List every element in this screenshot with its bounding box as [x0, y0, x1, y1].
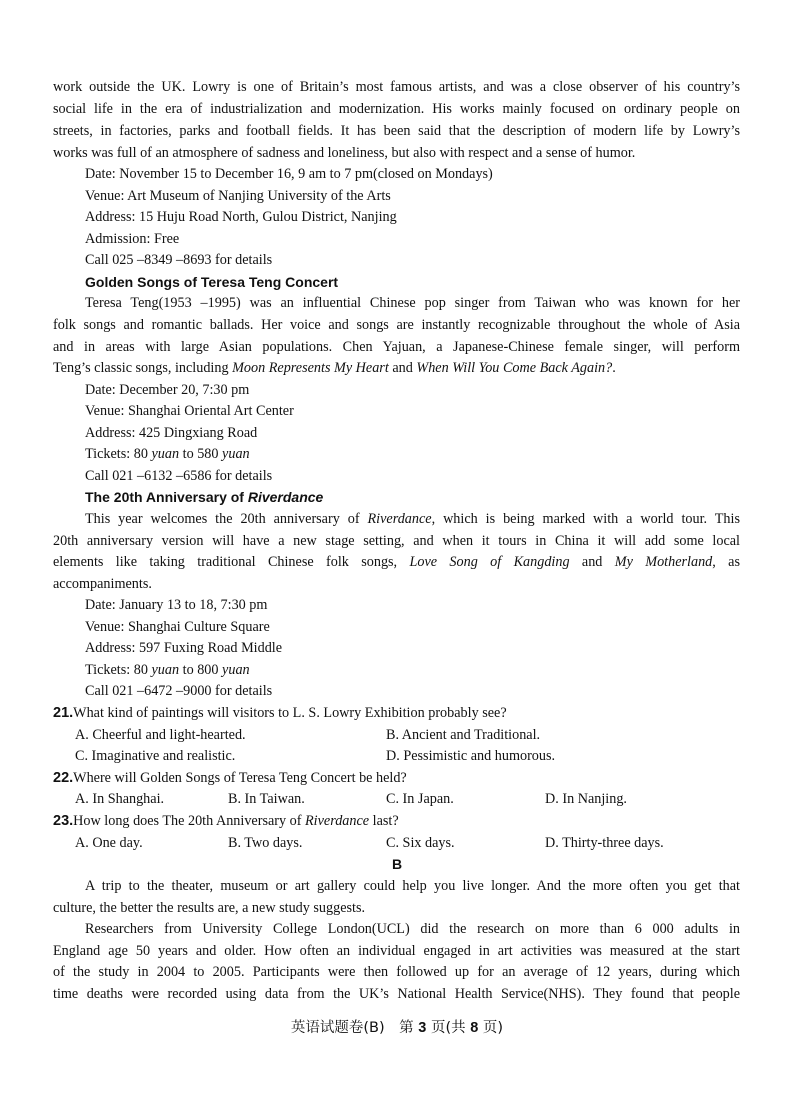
q22-option-a[interactable]: A. In Shanghai.	[75, 791, 165, 807]
lowry-date: Date: November 15 to December 16, 9 am to 7 pm(closed on Mondays)	[85, 166, 493, 182]
question-21-text: What kind of paintings will visitors to L. S. Lowry Exhibition probably see?	[73, 705, 507, 721]
song-title-moon: Moon Represents My Heart	[232, 360, 389, 376]
section-b-p2-line-4: time deaths were recorded using data from the UK’s National Health Service(NHS). They found that people	[53, 986, 740, 1002]
lowry-line-4: works was full of an atmosphere of sadness and loneliness, but also with respect and a sense of humor.	[53, 145, 636, 161]
question-23	[53, 811, 740, 832]
question-23-text-post: last?	[369, 813, 399, 829]
riverdance-tickets-pre: Tickets: 80	[85, 662, 152, 678]
q22-option-b[interactable]: B. In Taiwan.	[228, 791, 305, 807]
teng-tickets	[85, 444, 740, 465]
teng-line-3: and in areas with large Asian populations. Chen Yajuan, a Japanese-Chinese female singer, will perform	[53, 339, 740, 355]
lowry-line-3: streets, in factories, parks and football fields. It has been said that the description of modern life by Lowry’s	[53, 123, 740, 139]
riverdance-yuan-2: yuan	[222, 662, 250, 678]
teng-title: Golden Songs of Teresa Teng Concert	[85, 274, 339, 290]
teng-date: Date: December 20, 7:30 pm	[85, 382, 250, 398]
teng-line-4	[53, 358, 740, 379]
lowry-call: Call 025 –8349 –8693 for details	[85, 252, 273, 268]
riverdance-tickets	[85, 660, 740, 681]
riverdance-line-3	[53, 552, 740, 573]
riverdance-title-pre: The 20th Anniversary of	[85, 489, 248, 505]
riverdance-yuan-1: yuan	[151, 662, 180, 678]
footer-pre: 英语试题卷(B) 第	[290, 1020, 419, 1036]
teng-line-1: Teresa Teng(1953 –1995) was an influential Chinese pop singer from Taiwan who was known for her	[85, 295, 740, 311]
riverdance-address: Address: 597 Fuxing Road Middle	[85, 640, 283, 656]
question-23-number: 23.	[53, 813, 74, 829]
song-title-kangding: Love Song of Kangding	[409, 554, 570, 570]
teng-tickets-mid: to 580	[179, 446, 223, 462]
riverdance-line-1	[85, 509, 740, 530]
q21-option-a[interactable]: A. Cheerful and light-hearted.	[75, 727, 246, 743]
footer-page-number: 3	[418, 1020, 427, 1036]
riverdance-line-2: 20th anniversary version will have a new stage setting, and when it tours in China it will add some local	[53, 533, 740, 549]
teng-line-4-pre: Teng’s classic songs, including	[53, 360, 233, 376]
riverdance-l1-italic: Riverdance	[367, 511, 432, 527]
footer-mid: 页(共	[426, 1020, 471, 1036]
footer-total-pages: 8	[470, 1020, 479, 1036]
section-b-p1-line-1: A trip to the theater, museum or art gallery could help you live longer. And the more often you get that	[85, 878, 740, 894]
teng-yuan-2: yuan	[222, 446, 250, 462]
teng-venue: Venue: Shanghai Oriental Art Center	[85, 403, 294, 419]
teng-yuan-1: yuan	[151, 446, 180, 462]
riverdance-l1-post: , which is being marked with a world tour. This	[431, 511, 740, 527]
question-22-number: 22.	[53, 770, 74, 786]
q23-option-b[interactable]: B. Two days.	[228, 835, 303, 851]
question-21-number: 21.	[53, 705, 74, 721]
lowry-venue: Venue: Art Museum of Nanjing University of the Arts	[85, 188, 391, 204]
teng-line-2: folk songs and romantic ballads. Her voice and songs are instantly recognizable throughout the whole of Asia	[53, 317, 740, 333]
question-21	[53, 703, 740, 724]
riverdance-date: Date: January 13 to 18, 7:30 pm	[85, 597, 268, 613]
teng-call: Call 021 –6132 –6586 for details	[85, 468, 273, 484]
section-b-p1-line-2: culture, the better the results are, a new study suggests.	[53, 900, 366, 916]
riverdance-l3-post: , as	[712, 554, 740, 570]
page-footer	[0, 1018, 794, 1039]
riverdance-l3-pre: elements like taking traditional Chinese folk songs,	[53, 554, 410, 570]
section-b-p2-line-2: England age 50 years and older. How often an individual engaged in art activities was measured at the start	[53, 943, 740, 959]
teng-tickets-pre: Tickets: 80	[85, 446, 152, 462]
lowry-address: Address: 15 Huju Road North, Gulou District, Nanjing	[85, 209, 397, 225]
question-23-text-italic: Riverdance	[305, 813, 370, 829]
lowry-line-2: social life in the era of industrialization and modernization. His works mainly focused on ordinary people on	[53, 101, 740, 117]
riverdance-venue: Venue: Shanghai Culture Square	[85, 619, 270, 635]
riverdance-line-4: accompaniments.	[53, 576, 152, 592]
teng-address: Address: 425 Dingxiang Road	[85, 425, 258, 441]
lowry-line-1: work outside the UK. Lowry is one of Britain’s most famous artists, and was a close observer of his country’s	[53, 79, 740, 95]
riverdance-tickets-mid: to 800	[179, 662, 223, 678]
q22-option-c[interactable]: C. In Japan.	[386, 791, 454, 807]
q21-option-d[interactable]: D. Pessimistic and humorous.	[386, 748, 556, 764]
footer-post: 页)	[478, 1020, 504, 1036]
riverdance-l3-and: and	[569, 554, 615, 570]
riverdance-title-italic: Riverdance	[247, 489, 324, 505]
q21-option-b[interactable]: B. Ancient and Traditional.	[386, 727, 541, 743]
riverdance-title	[85, 487, 740, 508]
question-23-text-pre: How long does The 20th Anniversary of	[73, 813, 305, 829]
q21-option-c[interactable]: C. Imaginative and realistic.	[75, 748, 236, 764]
q23-option-c[interactable]: C. Six days.	[386, 835, 455, 851]
q23-option-d[interactable]: D. Thirty-three days.	[545, 835, 664, 851]
question-22-text: Where will Golden Songs of Teresa Teng Concert be held?	[73, 770, 407, 786]
section-b-p2-line-1: Researchers from University College London(UCL) did the research on more than 6 000 adults in	[85, 921, 740, 937]
teng-and: and	[388, 360, 417, 376]
q22-option-d[interactable]: D. In Nanjing.	[545, 791, 627, 807]
section-b-heading: B	[391, 856, 403, 872]
riverdance-call: Call 021 –6472 –9000 for details	[85, 683, 273, 699]
riverdance-l1-pre: This year welcomes the 20th anniversary of	[85, 511, 368, 527]
section-b-p2-line-3: of the study in 2004 to 2005. Participants were then followed up for an average of 12 years, during which	[53, 964, 740, 980]
song-title-motherland: My Motherland	[614, 554, 713, 570]
teng-end: .	[612, 360, 616, 376]
lowry-admission: Admission: Free	[85, 231, 180, 247]
song-title-when: When Will You Come Back Again?	[416, 360, 613, 376]
question-22	[53, 768, 740, 789]
q23-option-a[interactable]: A. One day.	[75, 835, 143, 851]
